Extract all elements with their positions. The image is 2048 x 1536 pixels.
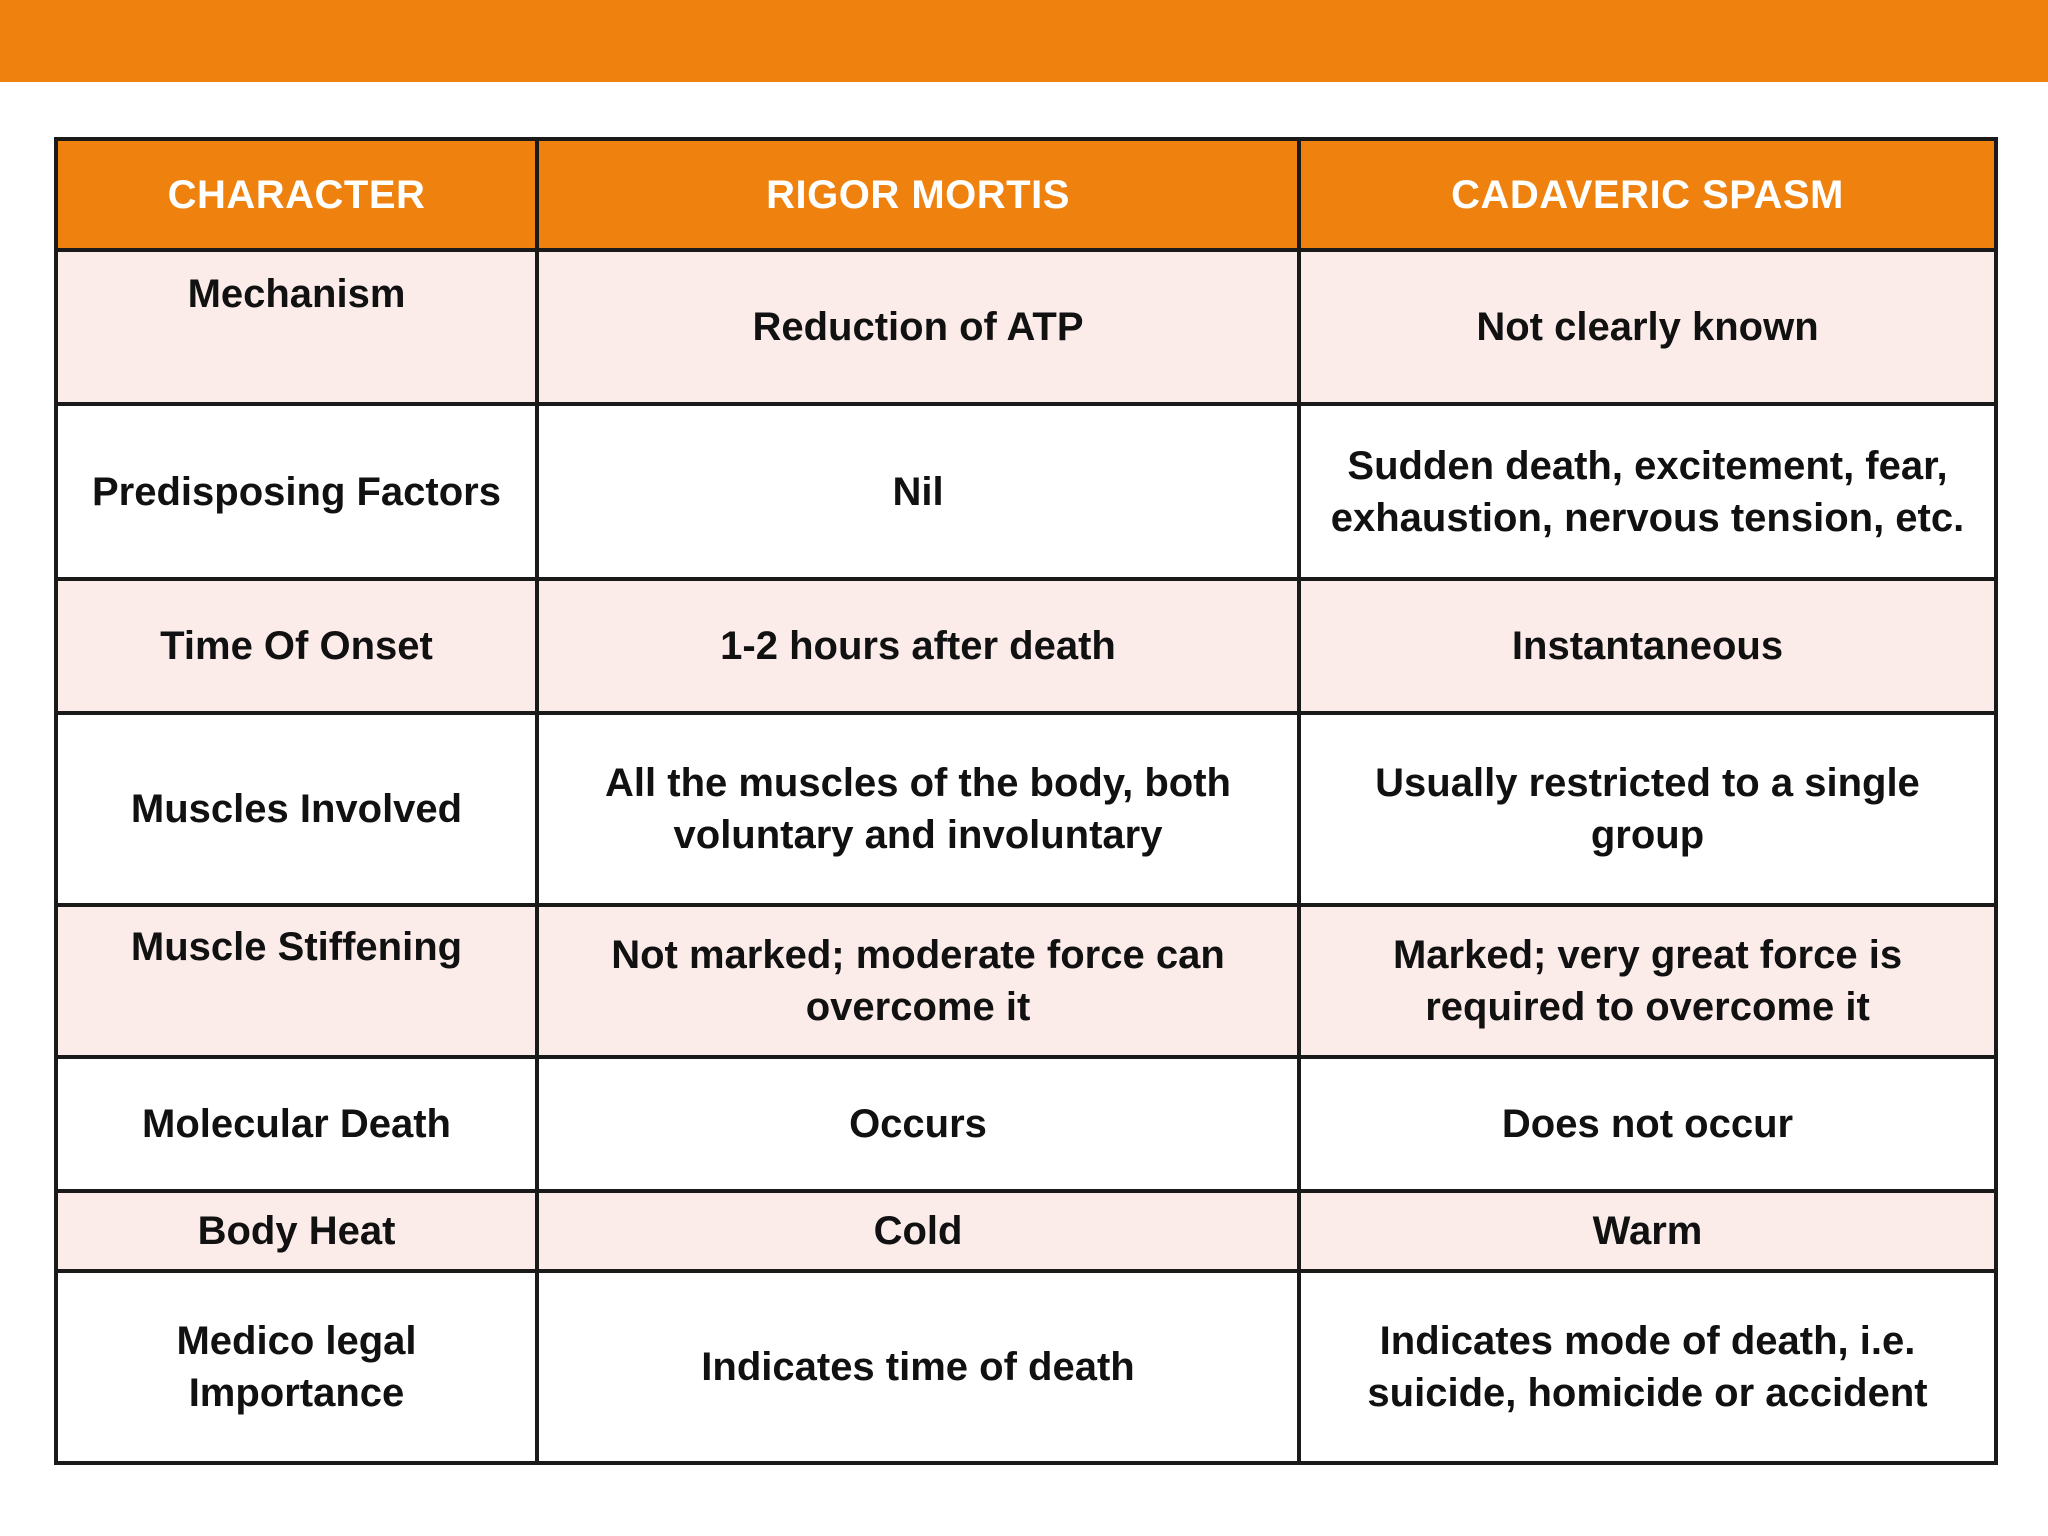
comparison-table [54, 137, 1998, 1465]
row-rigor-cell: Not marked; moderate force can overcome it [537, 905, 1299, 1057]
table-row [56, 1191, 1996, 1271]
row-rigor-cell: Cold [537, 1191, 1299, 1271]
table-row [56, 713, 1996, 905]
row-character-cell: Predisposing Factors [56, 404, 537, 579]
row-spasm-cell: Does not occur [1299, 1057, 1996, 1191]
row-rigor-cell: Nil [537, 404, 1299, 579]
header-character: CHARACTER [56, 139, 537, 250]
row-spasm-cell: Not clearly known [1299, 250, 1996, 404]
row-rigor-cell: All the muscles of the body, both voluntary and involuntary [537, 713, 1299, 905]
row-spasm-cell: Marked; very great force is required to overcome it [1299, 905, 1996, 1057]
row-spasm-cell: Usually restricted to a single group [1299, 713, 1996, 905]
row-character-cell: Muscle Stiffening [56, 905, 537, 1057]
header-cadaveric-spasm: CADAVERIC SPASM [1299, 139, 1996, 250]
row-character-cell: Body Heat [56, 1191, 537, 1271]
row-character-cell: Mechanism [56, 250, 537, 404]
row-rigor-cell: Indicates time of death [537, 1271, 1299, 1463]
comparison-table-container [54, 137, 1994, 1465]
table-row [56, 1271, 1996, 1463]
row-spasm-cell: Sudden death, excitement, fear, exhaustion, nervous tension, etc. [1299, 404, 1996, 579]
row-spasm-cell: Indicates mode of death, i.e. suicide, homicide or accident [1299, 1271, 1996, 1463]
row-rigor-cell: 1-2 hours after death [537, 579, 1299, 713]
header-rigor-mortis: RIGOR MORTIS [537, 139, 1299, 250]
table-row [56, 404, 1996, 579]
row-rigor-cell: Reduction of ATP [537, 250, 1299, 404]
row-character-cell: Muscles Involved [56, 713, 537, 905]
row-spasm-cell: Warm [1299, 1191, 1996, 1271]
table-row [56, 579, 1996, 713]
table-row [56, 905, 1996, 1057]
row-character-cell: Medico legal Importance [56, 1271, 537, 1463]
row-character-cell: Time Of Onset [56, 579, 537, 713]
row-character-cell: Molecular Death [56, 1057, 537, 1191]
table-header-row [56, 139, 1996, 250]
top-accent-bar [0, 0, 2048, 82]
table-row [56, 1057, 1996, 1191]
row-spasm-cell: Instantaneous [1299, 579, 1996, 713]
row-rigor-cell: Occurs [537, 1057, 1299, 1191]
table-row [56, 250, 1996, 404]
